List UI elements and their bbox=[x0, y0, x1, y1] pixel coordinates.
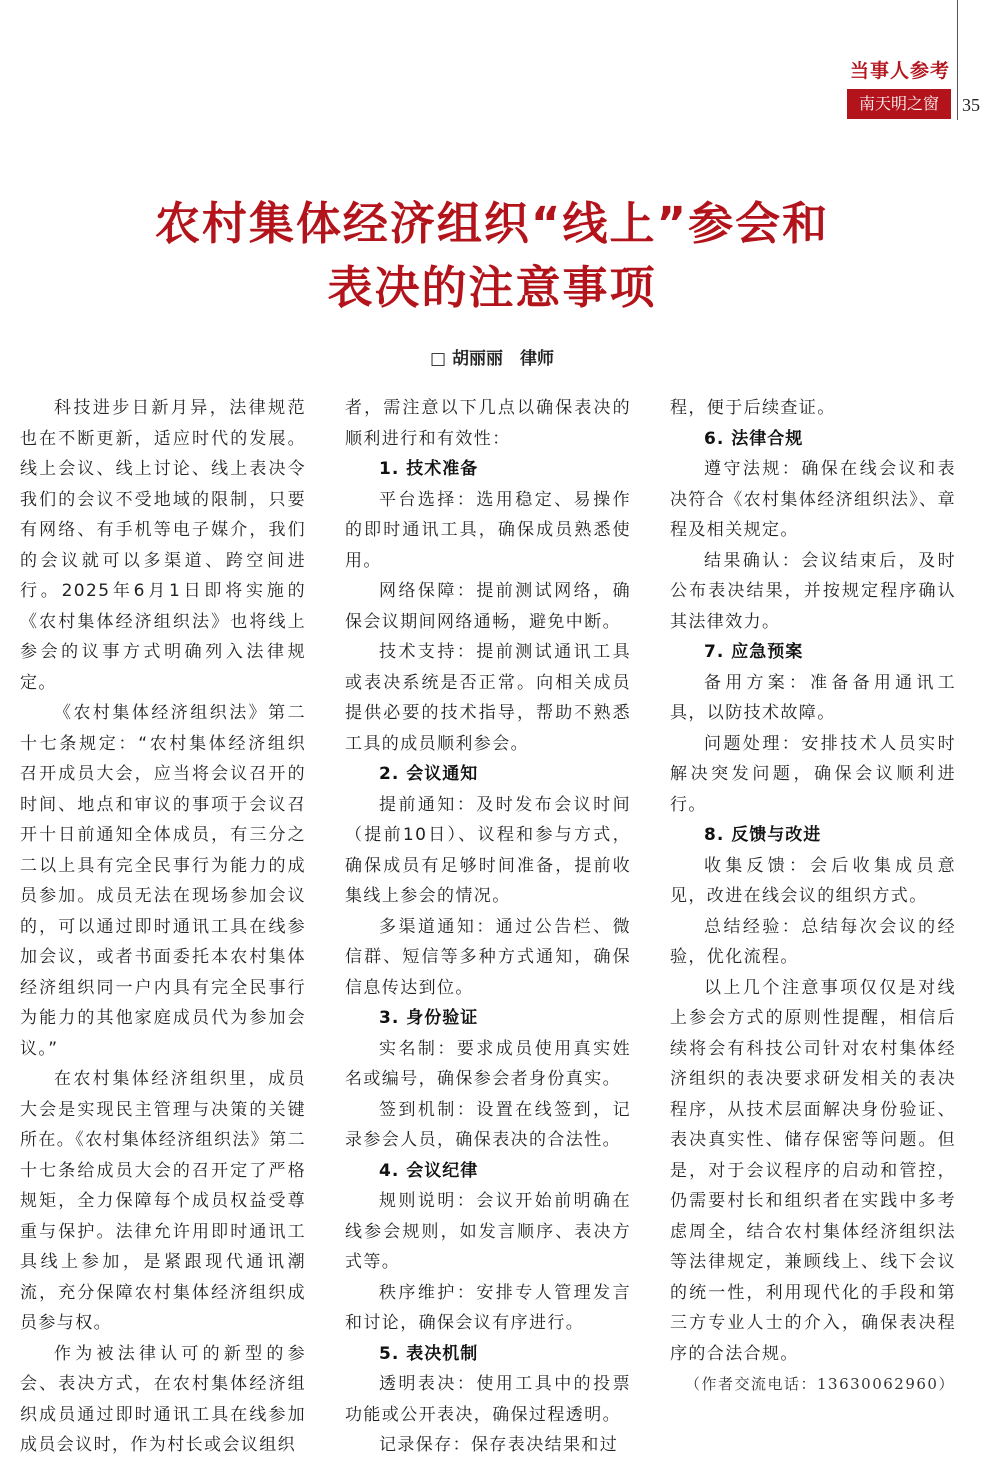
paragraph: 透明表决：使用工具中的投票功能或公开表决，确保过程透明。 bbox=[345, 1374, 631, 1425]
paragraph: 在农村集体经济组织里，成员大会是实现民主管理与决策的关键所在。《农村集体经济组织法》第二十七条给成员大会的召开定了严格规矩，全力保障每个成员权益受尊重与保护。法律允许用即时通讯工具线上参加，是紧跟现代通讯潮流，充分保障农村集体经济组织成员参与权。 bbox=[20, 1069, 306, 1333]
paragraph: 平台选择：选用稳定、易操作的即时通讯工具，确保成员熟悉使用。 bbox=[345, 489, 631, 571]
text-column-2 bbox=[345, 393, 631, 1466]
paragraph: 作为被法律认可的新型的参会、表决方式，在农村集体经济组织成员通过即时通讯工具在线参加成员会议时，作为村长或会议组织 bbox=[20, 1343, 306, 1455]
byline: □ 胡丽丽 律师 bbox=[430, 349, 554, 369]
paragraph: 网络保障：提前测试网络，确保会议期间网络通畅，避免中断。 bbox=[345, 581, 631, 632]
paragraph: 科技进步日新月异，法律规范也在不断更新，适应时代的发展。线上会议、线上讨论、线上表决令我们的会议不受地域的限制，只要有网络、有手机等电子媒介，我们的会议就可以多渠道、跨空间进行。2025年6月1日即将实施的《农村集体经济组织法》也将线上参会的议事方式明确列入法律规定。 bbox=[20, 398, 306, 693]
text-column-1 bbox=[20, 393, 306, 1466]
paragraph: 记录保存：保存表决结果和过 bbox=[379, 1435, 619, 1455]
paragraph: 备用方案：准备备用通讯工具，以防技术故障。 bbox=[670, 672, 956, 723]
paragraph: 技术支持：提前测试通讯工具或表决系统是否正常。向相关成员提供必要的技术指导，帮助不熟悉工具的成员顺利参会。 bbox=[345, 642, 631, 754]
paragraph-continued: 程，便于后续查证。 bbox=[670, 398, 836, 418]
paragraph: 提前通知：及时发布会议时间（提前10日）、议程和参与方式，确保成员有足够时间准备，提前收集线上参会的情况。 bbox=[345, 794, 631, 906]
column-tag: 南天明之窗 bbox=[847, 89, 951, 119]
article-title-line-1: 农村集体经济组织“线上”参会和 bbox=[154, 197, 830, 250]
author-contact: （作者交流电话：13630062960） bbox=[685, 1375, 955, 1393]
paragraph: 《农村集体经济组织法》第二十七条规定：“农村集体经济组织召开成员大会，应当将会议召开的时间、地点和审议的事项于会议召开十日前通知全体成员，有三分之二以上具有完全民事行为能力的成员参加。成员无法在现场参加会议的，可以通过即时通讯工具在线参加会议，或者书面委托本农村集体经济组织同一户内具有完全民事行为能力的其他家庭成员代为参加会议。” bbox=[20, 703, 306, 1059]
section-heading: 7. 应急预案 bbox=[704, 642, 804, 662]
page-number: 35 bbox=[962, 95, 980, 115]
article-title bbox=[60, 192, 924, 320]
paragraph: 多渠道通知：通过公告栏、微信群、短信等多种方式通知，确保信息传达到位。 bbox=[345, 916, 631, 998]
paragraph: 总结经验：总结每次会议的经验，优化流程。 bbox=[670, 916, 956, 967]
section-heading: 3. 身份验证 bbox=[379, 1008, 479, 1028]
conclusion-paragraph: 以上几个注意事项仅仅是对线上参会方式的原则性提醒，相信后续将会有科技公司针对农村集体经济组织的表决要求研发相关的表决程序，从技术层面解决身份验证、表决真实性、储存保密等问题。但是，对于会议程序的启动和管控，仍需要村长和组织者在实践中多考虑周全，结合农村集体经济组织法等法律规定，兼顾线上、线下会议的统一性，利用现代化的手段和第三方专业人士的介入，确保表决程序的合法合规。 bbox=[670, 977, 956, 1364]
section-heading: 2. 会议通知 bbox=[379, 764, 479, 784]
section-heading: 8. 反馈与改进 bbox=[704, 825, 822, 845]
header-rule bbox=[957, 0, 958, 120]
section-heading: 5. 表决机制 bbox=[379, 1343, 479, 1364]
paragraph: 遵守法规：确保在线会议和表决符合《农村集体经济组织法》、章程及相关规定。 bbox=[670, 459, 956, 540]
section-heading: 6. 法律合规 bbox=[704, 428, 804, 449]
article-title-line-2: 表决的注意事项 bbox=[327, 261, 657, 314]
text-column-3 bbox=[670, 393, 956, 1466]
paragraph: 问题处理：安排技术人员实时解决突发问题，确保会议顺利进行。 bbox=[670, 733, 956, 815]
section-label: 当事人参考 bbox=[849, 60, 950, 82]
paragraph: 实名制：要求成员使用真实姓名或编号，确保参会者身份真实。 bbox=[345, 1038, 631, 1089]
paragraph: 结果确认：会议结束后，及时公布表决结果，并按规定程序确认其法律效力。 bbox=[670, 550, 956, 632]
paragraph: 签到机制：设置在线签到，记录参会人员，确保表决的合法性。 bbox=[345, 1099, 631, 1150]
paragraph: 收集反馈：会后收集成员意见，改进在线会议的组织方式。 bbox=[670, 855, 956, 906]
paragraph: 规则说明：会议开始前明确在线参会规则，如发言顺序、表决方式等。 bbox=[345, 1191, 631, 1272]
section-heading: 4. 会议纪律 bbox=[379, 1160, 479, 1181]
section-heading: 1. 技术准备 bbox=[379, 459, 479, 479]
paragraph-continued: 者，需注意以下几点以确保表决的顺利进行和有效性： bbox=[345, 398, 631, 449]
paragraph: 秩序维护：安排专人管理发言和讨论，确保会议有序进行。 bbox=[345, 1282, 631, 1333]
